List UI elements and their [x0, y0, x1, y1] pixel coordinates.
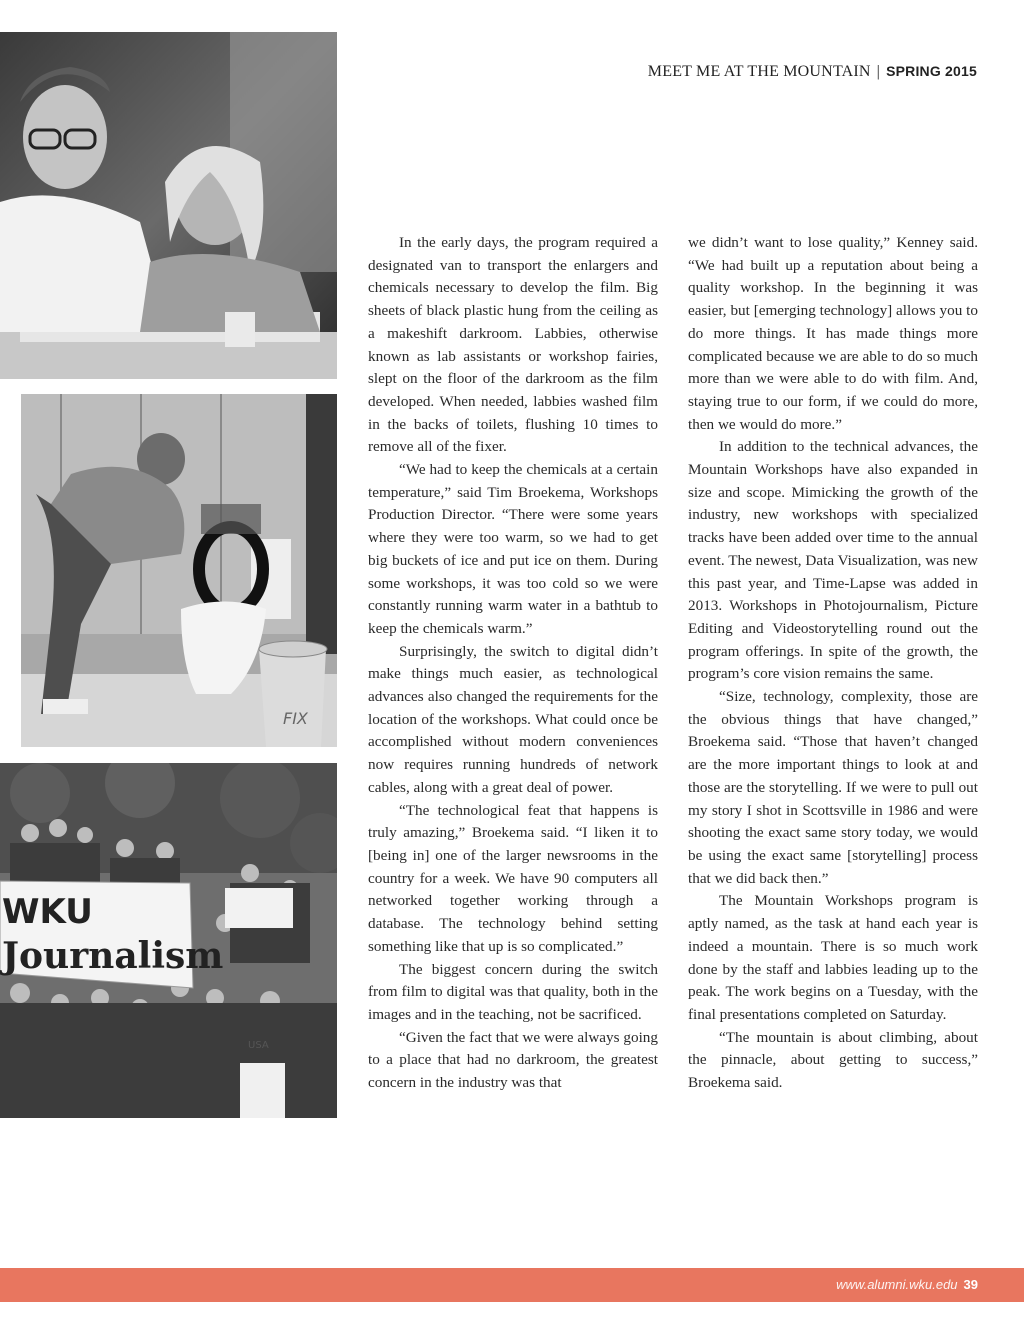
shirt-usa-text: USA [248, 1040, 269, 1051]
article-column-left [368, 232, 658, 1095]
footer-text [836, 1277, 978, 1292]
article-paragraph: Surprisingly, the switch to digital didn’t make things much easier, as technological advances also changed the requirements for the location of the workshops. What could once be accomplished without modern conveniences now requires running hundreds of network cables, along with a great deal of power. [368, 642, 658, 796]
bucket-fix-label: FIX [283, 709, 308, 728]
group-banner-photo [0, 763, 337, 1118]
article-paragraph: The Mountain Workshops program is aptly named, as the task at hand each year is indeed a mountain. There is so much work done by the staff and labbies leading up to the peak. The work begins on a Tuesday, with the final presentations completed on Saturday. [688, 892, 978, 1023]
article-paragraph: “Size, technology, complexity, those are the obvious things that have changed,” Broekema said. “Those that haven’t changed are the more important things to look at and those are the storytelling. If we were to pull out my story I shot in Scottsville in 1986 and were shooting the exact same story today, we would be using the exact same [storytelling] process that we did back then.” [688, 688, 978, 887]
darkroom-photo [0, 32, 337, 379]
running-header [648, 63, 977, 81]
issue-label: SPRING 2015 [886, 63, 977, 79]
banner-journalism-text: Journalism [2, 935, 224, 977]
footer-bar [0, 1268, 1024, 1302]
magazine-section-title: MEET ME AT THE MOUNTAIN [647, 63, 871, 80]
article-paragraph: The biggest concern during the switch from film to digital was that quality, both in the images and in the teaching, not be sacrificed. [368, 960, 658, 1023]
header-separator: | [876, 63, 881, 80]
article-paragraph: In the early days, the program required a designated van to transport the enlargers and chemicals necessary to develop the film. Big sheets of black plastic hung from the ceiling as a makeshift darkroom. Labbies, otherwise known as lab assistants or workshop fairies, slept on the floor of the darkroom as the film developed. When needed, labbies washed film in the backs of toilets, flushing 10 times to remove all of the fixer. [368, 234, 658, 456]
article-paragraph: “The mountain is about climbing, about the pinnacle, about getting to success,” Broekema said. [688, 1028, 978, 1092]
article-paragraph: “The technological feat that happens is truly amazing,” Broekema said. “I liken it to [being in] one of the larger newsrooms in the country for a week. We have 90 computers all networked together working through a database. The technology behind setting something like that up is so complicated.” [368, 801, 658, 955]
article-paragraph: “We had to keep the chemicals at a certain temperature,” said Tim Broekema, Workshops Production Director. “There were some years where they were too warm, so we had to get big buckets of ice and put ice on them. During some workshops, it was too cold so we were constantly running warm water in a bathtub to keep the chemicals warm.” [368, 461, 658, 637]
article-paragraph-continued: we didn’t want to lose quality,” Kenney said. “We had built up a reputation about being a quality workshop. In the beginning it was easier, but [emerging technology] allows you to do more things. It has made things more complicated because we are able to do so much more than we were able to do with film. And, staying true to our form, if we could do more, then we would do more.” [688, 234, 978, 433]
article-paragraph: In addition to the technical advances, the Mountain Workshops have also expanded in size and scope. Mimicking the growth of the industry, new workshops with specialized tracks have been added over time to the annual event. The newest, Data Visualization, was new this past year, and Time-Lapse was added in 2013. Workshops in Photojournalism, Picture Editing and Videostorytelling round out the program offerings. In spite of the growth, the program’s core vision remains the same. [688, 438, 978, 683]
article-paragraph: “Given the fact that we were always going to a place that had no darkroom, the greatest concern in the industry was that [368, 1028, 658, 1092]
banner-wku-text: WKU [2, 892, 93, 932]
footer-url-link[interactable]: www.alumni.wku.edu [836, 1277, 958, 1292]
toilet-film-wash-photo [21, 394, 337, 747]
page-number: 39 [963, 1277, 978, 1292]
article-column-right [688, 232, 978, 1095]
